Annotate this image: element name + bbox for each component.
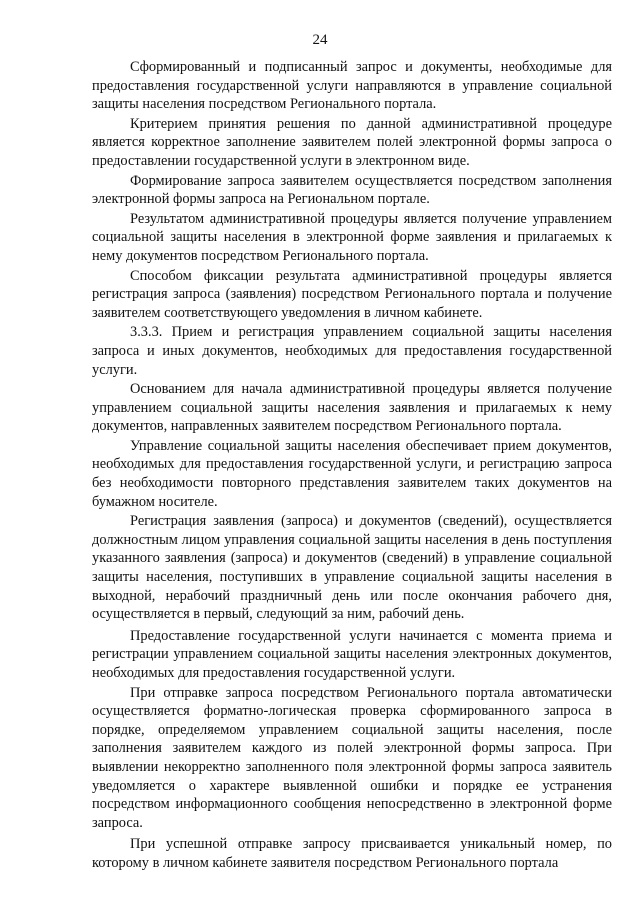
paragraph: Результатом административной процедуры является получение управлением социальной защиты населения в электронной форме заявления и прилагаемых к нему документов посредством Регионального портала. [92, 210, 612, 264]
paragraph: При отправке запроса посредством Регионального портала автоматически осуществляется форматно-логическая проверка сформированного запроса в порядке, определяемом управлением социальной защиты населения, после заполнения заявителем каждого из полей электронной формы запроса. При выявлении некорректно заполненного поля электронной формы запроса заявитель уведомляется о характере выявленной ошибки и порядке ее устранения посредством информационного сообщения непосредственно в электронной форме запроса. [92, 684, 612, 831]
page-number: 24 [312, 32, 328, 48]
paragraph: Формирование запроса заявителем осуществляется посредством заполнения электронной формы запроса на Региональном портале. [92, 172, 612, 208]
paragraph: Сформированный и подписанный запрос и документы, необходимые для предоставления государственной услуги направляются в управление социальной защиты населения посредством Регионального портала. [92, 59, 612, 113]
paragraph: Регистрация заявления (запроса) и документов (сведений), осуществляется должностным лицом управления социальной защиты населения в день поступления указанного заявления (запроса) и документов (сведений) в управление социальной защиты населения, поступивших в управление социальной защиты населения в выходной, нерабочий праздничный день или после окончания рабочего дня, осуществляется в первый, следующий за ним, рабочий день. [92, 513, 612, 623]
paragraph: Основанием для начала административной процедуры является получение управлением социальной защиты населения заявления и прилагаемых к нему документов, направленных заявителем посредством Регионального портала. [92, 381, 612, 435]
paragraph: Предоставление государственной услуги начинается с момента приема и регистрации управлением социальной защиты населения электронных документов, необходимых для предоставления государственной услуги. [92, 627, 612, 681]
page-body [92, 58, 612, 873]
paragraph: При успешной отправке запросу присваивается уникальный номер, по которому в личном кабинете заявителя посредством Регионального портала [92, 836, 612, 871]
section-heading-paragraph: 3.3.3. Прием и регистрация управлением социальной защиты населения запроса и иных документов, необходимых для предоставления государственной услуги. [92, 324, 612, 378]
paragraph: Критерием принятия решения по данной административной процедуре является корректное заполнение заявителем полей электронной формы запроса о предоставлении государственной услуги в электронном виде. [92, 115, 612, 169]
paragraph: Управление социальной защиты населения обеспечивает прием документов, необходимых для предоставления государственной услуги, и регистрацию запроса без необходимости повторного представления заявителем таких документов на бумажном носителе. [92, 437, 612, 510]
paragraph: Способом фиксации результата административной процедуры является регистрация запроса (заявления) посредством Регионального портала и получение заявителем соответствующего уведомления в личном кабинете. [92, 267, 612, 321]
